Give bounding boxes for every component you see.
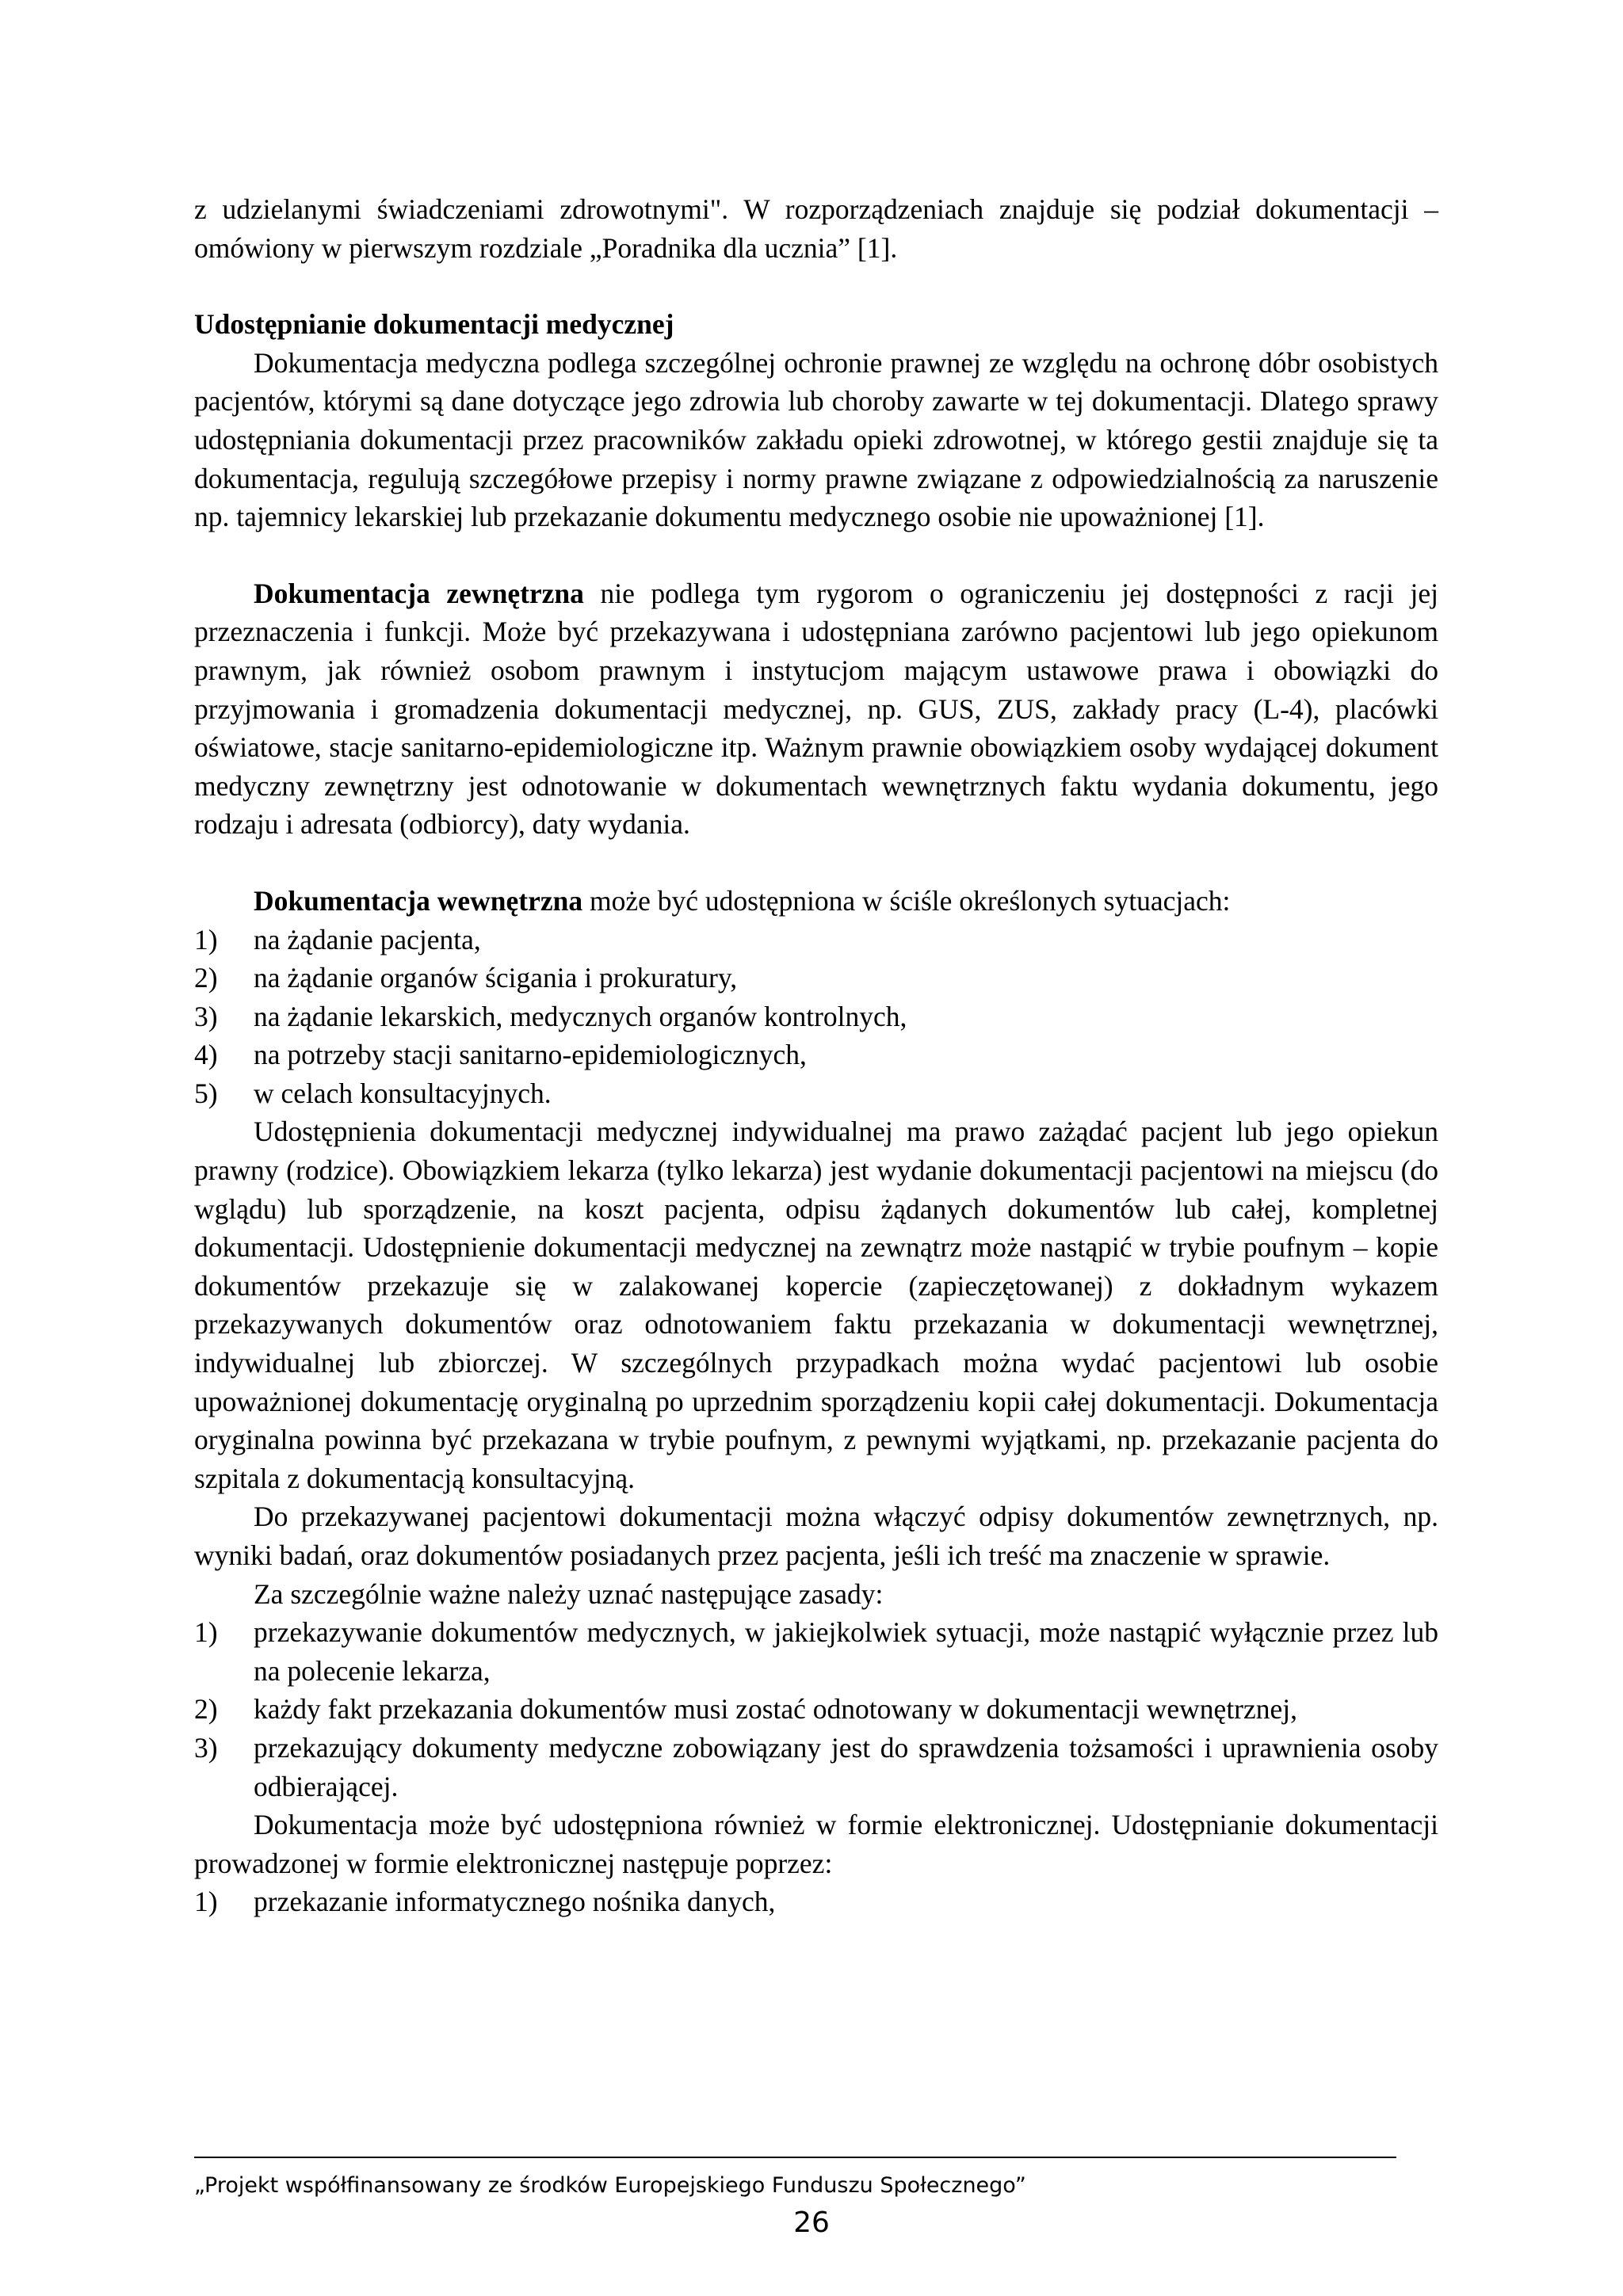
list-text: przekazujący dokumenty medyczne zobowiązany jest do sprawdzenia tożsamości i uprawnienia osoby odbierającej.: [254, 1731, 1438, 1802]
list-number: 1): [194, 923, 218, 955]
list-item: [194, 1035, 1438, 1074]
list-text: na żądanie organów ścigania i prokuratury,: [254, 962, 738, 994]
list-electronic: [194, 1882, 1438, 1921]
paragraph-internal-docs: [194, 882, 1438, 921]
list-situations: [194, 921, 1438, 1113]
paragraph-electronic: Dokumentacja może być udostępniona również w formie elektronicznej. Udostępnianie dokumentacji prowadzonej w formie elektronicznej następuje poprzez:: [194, 1809, 1438, 1879]
list-text: na potrzeby stacji sanitarno-epidemiologicznych,: [254, 1039, 807, 1071]
list-text: przekazanie informatycznego nośnika danych,: [254, 1886, 776, 1918]
list-item: [194, 1074, 1438, 1113]
list-rules: [194, 1613, 1438, 1806]
paragraph-attachments: Do przekazywanej pacjentowi dokumentacji można włączyć odpisy dokumentów zewnętrznych, np. wyniki badań, oraz dokumentów posiadanych przez pacjenta, jeśli ich treść ma znaczenie w sprawie.: [194, 1501, 1438, 1571]
list-text: przekazywanie dokumentów medycznych, w jakiejkolwiek sytuacji, może nastąpić wyłącznie przez lub na polecenie lekarza,: [254, 1616, 1438, 1687]
spacer: [194, 844, 1438, 882]
term-internal-docs: Dokumentacja wewnętrzna: [254, 884, 583, 917]
list-number: 2): [194, 962, 218, 994]
list-number: 1): [194, 1616, 218, 1649]
list-number: 1): [194, 1886, 218, 1918]
paragraph-patient-access: Udostępnienia dokumentacji medycznej indywidualnej ma prawo zażądać pacjent lub jego opiekun prawny (rodzice). Obowiązkiem lekarza (tylko lekarza) jest wydanie dokumentacji pacjentowi na miejscu (do wglądu) lub sporządzenie, na koszt pacjenta, odpisu żądanych dokumentów lub całej, kompletnej dokumentacji. Udostępnienie dokumentacji medycznej na zewnątrz może nastąpić w trybie poufnym – kopie dokumentów przekazuje się w zalakowanej kopercie (zapieczętowanej) z dokładnym wykazem przekazywanych dokumentów oraz odnotowaniem faktu przekazania w dokumentacji wewnętrznej, indywidualnej lub zbiorczej. W szczególnych przypadkach można wydać pacjentowi lub osobie upoważnionej dokumentację oryginalną po uprzednim sporządzeniu kopii całej dokumentacji. Dokumentacja oryginalna powinna być przekazana w trybie poufnym, z pewnymi wyjątkami, np. przekazanie pacjenta do szpitala z dokumentacją konsultacyjną.: [194, 1116, 1438, 1494]
spacer: [194, 267, 1438, 305]
list-text: na żądanie pacjenta,: [254, 923, 481, 955]
list-number: 3): [194, 1731, 218, 1764]
list-item: [194, 1729, 1438, 1806]
list-number: 4): [194, 1039, 218, 1071]
paragraph-external-docs: [194, 574, 1438, 844]
list-item: [194, 1882, 1438, 1921]
list-item: [194, 921, 1438, 959]
list-text: w celach konsultacyjnych.: [254, 1077, 552, 1109]
list-item: [194, 1613, 1438, 1690]
page-body: [194, 190, 1438, 1921]
list-text: na żądanie lekarskich, medycznych organów kontrolnych,: [254, 1000, 907, 1032]
spacer: [194, 536, 1438, 574]
paragraph-access-rules: Dokumentacja medyczna podlega szczególnej ochronie prawnej ze względu na ochronę dóbr osobistych pacjentów, którymi są dane dotyczące jego zdrowia lub choroby zawarte w tej dokumentacji. Dlatego sprawy udostępniania dokumentacji przez pracowników zakładu opieki zdrowotnej, w którego gestii znajduje się ta dokumentacja, regulują szczegółowe przepisy i normy prawne związane z odpowiedzialnością za naruszenie np. tajemnicy lekarskiej lub przekazanie dokumentu medycznego osobie nie upoważnionej [1].: [194, 346, 1438, 533]
term-external-docs: Dokumentacja zewnętrzna: [254, 577, 584, 609]
footer-divider: [194, 2157, 1396, 2158]
section-heading: Udostępnianie dokumentacji medycznej: [194, 308, 674, 341]
footer-funding-note: „Projekt współfinansowany ze środków Europejskiego Funduszu Społecznego”: [194, 2173, 1026, 2198]
paragraph-internal-docs-text: może być udostępniona w ściśle określonych sytuacjach:: [582, 884, 1231, 917]
list-number: 2): [194, 1693, 218, 1726]
page-number: 26: [793, 2206, 830, 2239]
list-item: [194, 1690, 1438, 1729]
paragraph-intro: z udzielanymi świadczeniami zdrowotnymi". W rozporządzeniach znajduje się podział dokumentacji – omówiony w pierwszym rozdziale „Poradnika dla ucznia” [1].: [194, 193, 1438, 264]
list-item: [194, 959, 1438, 997]
paragraph-external-docs-text: nie podlega tym rygorom o ograniczeniu jej dostępności z racji jej przeznaczenia i funkcji. Może być przekazywana i udostępniana zarówno pacjentowi lub jego opiekunom prawnym, jak również osobom prawnym i instytucjom mającym ustawowe prawa i obowiązki do przyjmowania i gromadzenia dokumentacji medycznej, np. GUS, ZUS, zakłady pracy (L-4), placówki oświatowe, stacje sanitarno-epidemiologiczne itp. Ważnym prawnie obowiązkiem osoby wydającej dokument medyczny zewnętrzny jest odnotowanie w dokumentach wewnętrznych faktu wydania dokumentu, jego rodzaju i adresata (odbiorcy), daty wydania.: [194, 577, 1438, 841]
list-number: 5): [194, 1077, 218, 1109]
paragraph-rules-intro: Za szczególnie ważne należy uznać następujące zasady:: [254, 1577, 884, 1610]
list-item: [194, 997, 1438, 1036]
list-number: 3): [194, 1000, 218, 1032]
list-text: każdy fakt przekazania dokumentów musi zostać odnotowany w dokumentacji wewnętrznej,: [254, 1693, 1298, 1726]
